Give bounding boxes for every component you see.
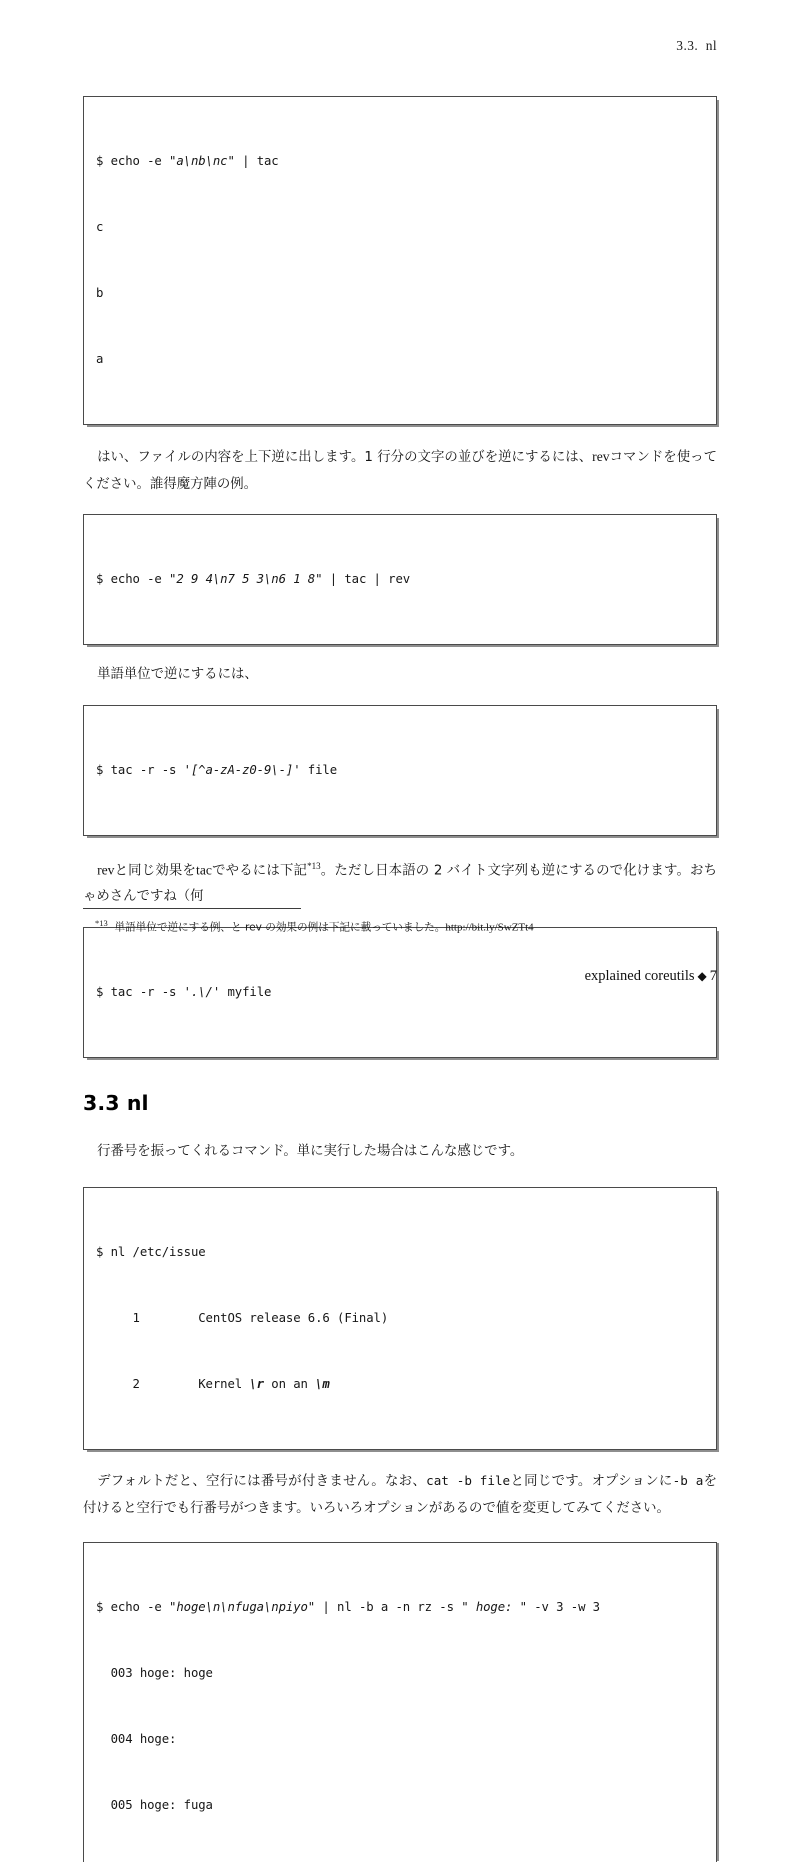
code-line: 1 CentOS release 6.6 (Final): [96, 1311, 389, 1326]
paragraph-word-unit: 単語単位で逆にするには、: [97, 667, 258, 682]
paragraph-tac-explanation: [83, 444, 717, 498]
code-block-nl-issue: [83, 1187, 717, 1450]
paragraph-text: 。ただし日本語の 2 バイト文字列も逆にするので化けます。おちゃめさんですね（何: [83, 862, 717, 905]
page-footer: [585, 968, 717, 985]
paragraph-text: と同じ効果を: [114, 862, 197, 878]
code-block-tac-basic: [83, 96, 717, 425]
code-line: c: [96, 220, 104, 234]
code-line: 2 Kernel \r on an \m: [96, 1377, 330, 1392]
footnote-url[interactable]: http://bit.ly/SwZTt4: [445, 921, 534, 934]
inline-command-rev: rev: [592, 449, 610, 464]
code-block-tac-rev: [83, 514, 717, 645]
code-line: $ echo -e "2 9 4\n7 5 3\n6 1 8" | tac | rev: [96, 572, 411, 586]
paragraph-text: を付けると空行でも行番号がつきます。いろいろオプションがあるので値を変更してみてください。: [83, 1474, 718, 1516]
code-line: $ nl /etc/issue: [96, 1245, 206, 1260]
running-head: 3.3. nl: [676, 38, 717, 53]
code-block-tac-word: [83, 705, 717, 836]
paragraph-nl-intro: 行番号を振ってくれるコマンド。単に実行した場合はこんな感じです。: [97, 1143, 524, 1159]
footnote-number: *13: [95, 918, 108, 928]
code-line: 003 hoge: hoge: [96, 1666, 213, 1681]
footnote-reference: *13: [307, 860, 321, 871]
footnote-body: 単語単位で逆にする例、と rev の効果の例は下記に載っていました。: [114, 921, 446, 934]
paragraph-text: でやるには下記: [211, 862, 308, 878]
diamond-icon: ◆: [697, 969, 707, 983]
inline-option-b-a: -b a: [672, 1473, 704, 1489]
code-line: $ echo -e "hoge\n\nfuga\npiyo" | nl -b a -n rz -s " hoge: " -v 3 -w 3: [96, 1600, 600, 1615]
footnote-separator-rule: [83, 908, 301, 909]
code-line: 005 hoge: fuga: [96, 1798, 213, 1813]
paragraph-text: デフォルトだと、空行には番号が付きません。なお、: [97, 1474, 427, 1490]
footnote-entry: [83, 915, 717, 936]
paragraph-rev-equivalent: [83, 853, 717, 911]
code-line: $ tac -r -s '.\/' myfile: [96, 984, 272, 999]
inline-command-cat: cat -b file: [426, 1473, 511, 1489]
code-block-tac-myfile: [83, 927, 717, 1058]
inline-command-tac: tac: [196, 861, 212, 877]
section-heading-nl: 3.3 nl: [83, 1090, 149, 1115]
page-number: 7: [709, 968, 717, 984]
paragraph-text: と同じです。オプションに: [510, 1474, 673, 1490]
code-line: 004 hoge:: [96, 1732, 177, 1747]
paragraph-nl-options: [83, 1468, 717, 1522]
code-block-nl-options: [83, 1542, 717, 1862]
paragraph-text: はい、ファイルの内容を上下逆に出します。1 行分の文字の並びを逆にするには、: [97, 450, 593, 465]
footer-title: explained coreutils: [584, 968, 695, 984]
code-line: a: [96, 352, 104, 366]
code-line: $ tac -r -s '[^a-zA-z0-9\-]' file: [96, 762, 338, 777]
inline-command-rev: rev: [97, 861, 115, 877]
code-line: $ echo -e "a\nb\nc" | tac: [96, 154, 279, 168]
code-line: b: [96, 286, 104, 300]
paragraph-text: コマンドを使ってください。誰得魔方陣の例。: [83, 450, 718, 492]
footnote-area: [83, 908, 717, 936]
